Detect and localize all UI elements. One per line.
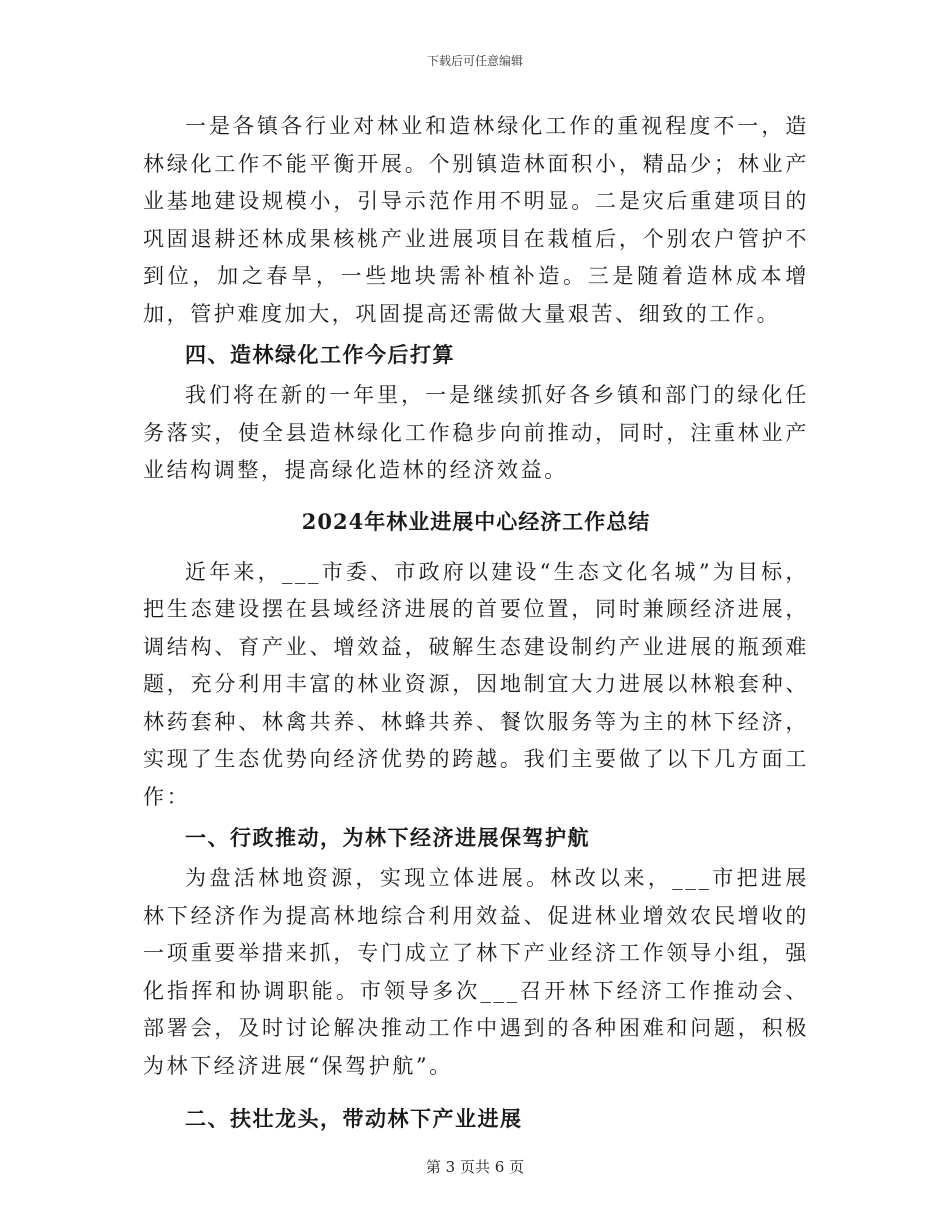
section-heading-future-plans: 四、造林绿化工作今后打算 (185, 342, 455, 367)
paragraph-administrative: 为盘活林地资源，实现立体进展。林改以来，___市把进展林下经济作为提高林地综合利用效益、促进林业增效农民增收的一项重要举措来抓，专门成立了林下产业经济工作领导小组，强化指挥和协调职能。市领导多次___召开林下经济工作推动会、部署会，及时讨论解决推动工作中遇到的各种困难和问题，积极为林下经济进展“保驾护航”。 (143, 866, 809, 1078)
page-header-note: 下载后可任意编辑 (426, 54, 523, 68)
paragraph-intro: 近年来，___市委、市政府以建设“生态文化名城”为目标，把生态建设摆在县域经济进展的首要位置，同时兼顾经济进展，调结构、育产业、增效益，破解生态建设制约产业进展的瓶颈难题，充分利用丰富的林业资源，因地制宜大力进展以林粮套种、林药套种、林禽共养、林蜂共养、餐饮服务等为主的林下经济，实现了生态优势向经济优势的跨越。我们主要做了以下几方面工作： (143, 559, 809, 809)
paragraph-problems: 一是各镇各行业对林业和造林绿化工作的重视程度不一，造林绿化工作不能平衡开展。个别镇造林面积小，精品少；林业产业基地建设规模小，引导示范作用不明显。二是灾后重建项目的巩固退耕还林成果核桃产业进展项目在栽植后，个别农户管护不到位，加之春旱，一些地块需补植补造。三是随着造林成本增加，管护难度加大，巩固提高还需做大量艰苦、细致的工作。 (143, 114, 809, 326)
section-heading-leaders: 二、扶壮龙头，带动林下产业进展 (185, 1106, 523, 1131)
paragraph-plans: 我们将在新的一年里，一是继续抓好各乡镇和部门的绿化任务落实，使全县造林绿化工作稳步向前推动，同时，注重林业产业结构调整，提高绿化造林的经济效益。 (143, 383, 809, 482)
section-heading-administrative: 一、行政推动，为林下经济进展保驾护航 (185, 825, 590, 850)
document-title: 2024年林业进展中心经济工作总结 (301, 508, 651, 534)
document-body (143, 108, 809, 1139)
page-number: 第 3 页共 6 页 (425, 1158, 525, 1176)
